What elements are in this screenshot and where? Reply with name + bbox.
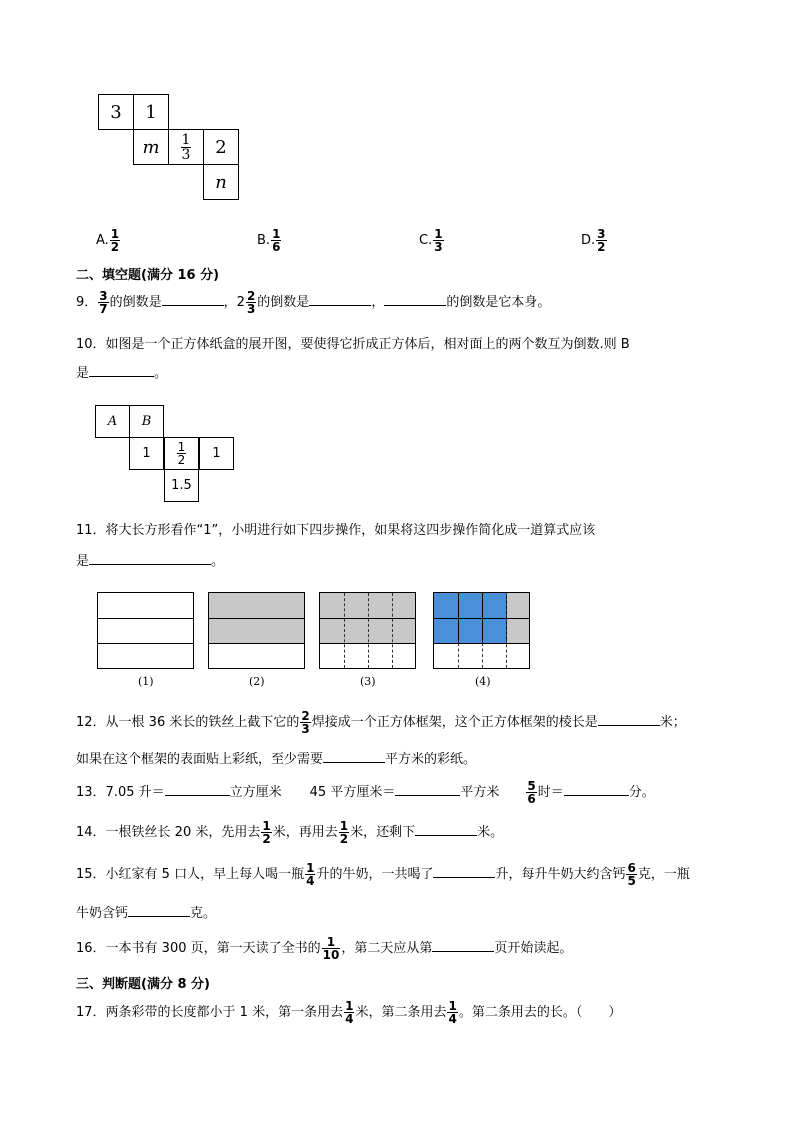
answer-blank[interactable]: [309, 291, 371, 306]
answer-blank[interactable]: [415, 821, 477, 836]
section-title: 三、判断题(满分 8 分): [76, 977, 210, 992]
question-10-line2: 是 。: [76, 362, 167, 381]
figure-label: (4): [475, 675, 491, 688]
net-cell: 1.5: [164, 469, 199, 502]
question-11-line2: 是 。: [76, 550, 224, 569]
answer-blank[interactable]: [433, 863, 495, 878]
question-13: 13．7.05 升＝ 立方厘米 45 平方厘米＝ 平方米 $\frac{5}{6}$ 时＝ 分。: [76, 779, 655, 806]
question-11: 11．将大长方形看作“1”，小明进行如下四步操作，如果将这四步操作简化成一道算式应该: [76, 523, 596, 538]
question-15-line2: 牛奶含钙 克。: [76, 902, 216, 921]
answer-blank[interactable]: [162, 291, 224, 306]
answer-blank[interactable]: [564, 781, 629, 796]
rectangle-step-2: [208, 592, 305, 669]
rectangle-step-3: [319, 592, 416, 669]
option-b[interactable]: B. $\frac{1}{6}$: [257, 227, 281, 254]
question-15: 15．小红家有 5 口人，早上每人喝一瓶 $\frac{1}{4}$ 升的牛奶，一共喝了 升，每升牛奶大约含钙 $\frac{6}{5}$ 克，一瓶: [76, 861, 690, 888]
question-12-line2: 如果在这个框架的表面贴上彩纸，至少需要 平方米的彩纸。: [76, 748, 476, 767]
section-title: 二、填空题(满分 16 分): [76, 268, 220, 283]
net-cell: 2: [203, 129, 239, 165]
answer-blank[interactable]: [89, 550, 211, 565]
figure-label: (2): [249, 675, 265, 688]
answer-blank[interactable]: [598, 711, 660, 726]
answer-blank[interactable]: [395, 781, 460, 796]
figure-label: (1): [138, 675, 154, 688]
net-cell: A: [95, 405, 130, 438]
rectangle-step-4: [433, 592, 530, 669]
question-9: 9． $\frac{3}{7}$ 的倒数是 ，2 $\frac{2}{3}$ 的倒数是 ， 的倒数是它本身。: [76, 289, 551, 316]
net-cell-fraction: $\frac{1}{3}$: [168, 129, 204, 165]
net-cell: B: [129, 405, 164, 438]
answer-blank[interactable]: [323, 748, 385, 763]
question-14: 14．一根铁丝长 20 米，先用去 $\frac{1}{2}$ 米，再用去 $\frac{1}{2}$ 米，还剩下 米。: [76, 819, 504, 846]
answer-blank[interactable]: [432, 937, 494, 952]
question-12: 12．从一根 36 米长的铁丝上截下它的 $\frac{2}{3}$ 焊接成一个正方体框架，这个正方体框架的棱长是 米；: [76, 709, 686, 736]
answer-blank[interactable]: [384, 291, 446, 306]
question-17: 17．两条彩带的长度都小于 1 米，第一条用去 $\frac{1}{4}$ 米，第二条用去 $\frac{1}{4}$ 。第二条用去的长。（ ）: [76, 999, 622, 1026]
option-d[interactable]: D. $\frac{3}{2}$: [581, 227, 606, 254]
net-cell: 1: [199, 437, 234, 470]
net-cell: n: [203, 164, 239, 200]
answer-blank[interactable]: [165, 781, 230, 796]
option-c[interactable]: C. $\frac{1}{3}$: [419, 227, 443, 254]
net-cell: 1: [129, 437, 164, 470]
question-16: 16．一本书有 300 页，第一天读了全书的 $\frac{1}{10}$ ，第二天应从第 页开始读起。: [76, 935, 573, 962]
rectangle-step-1: [97, 592, 194, 669]
net-cell: 1: [133, 94, 169, 130]
net-cell-fraction: $\frac{1}{2}$: [164, 437, 199, 470]
net-cell: 3: [98, 94, 134, 130]
question-10: 10．如图是一个正方体纸盒的展开图，要使得它折成正方体后，相对面上的两个数互为倒数.则 B: [76, 337, 630, 352]
figure-label: (3): [360, 675, 376, 688]
answer-blank[interactable]: [128, 902, 190, 917]
answer-blank[interactable]: [89, 362, 154, 377]
net-cell: m: [133, 129, 169, 165]
option-a[interactable]: A. $\frac{1}{2}$: [96, 227, 120, 254]
